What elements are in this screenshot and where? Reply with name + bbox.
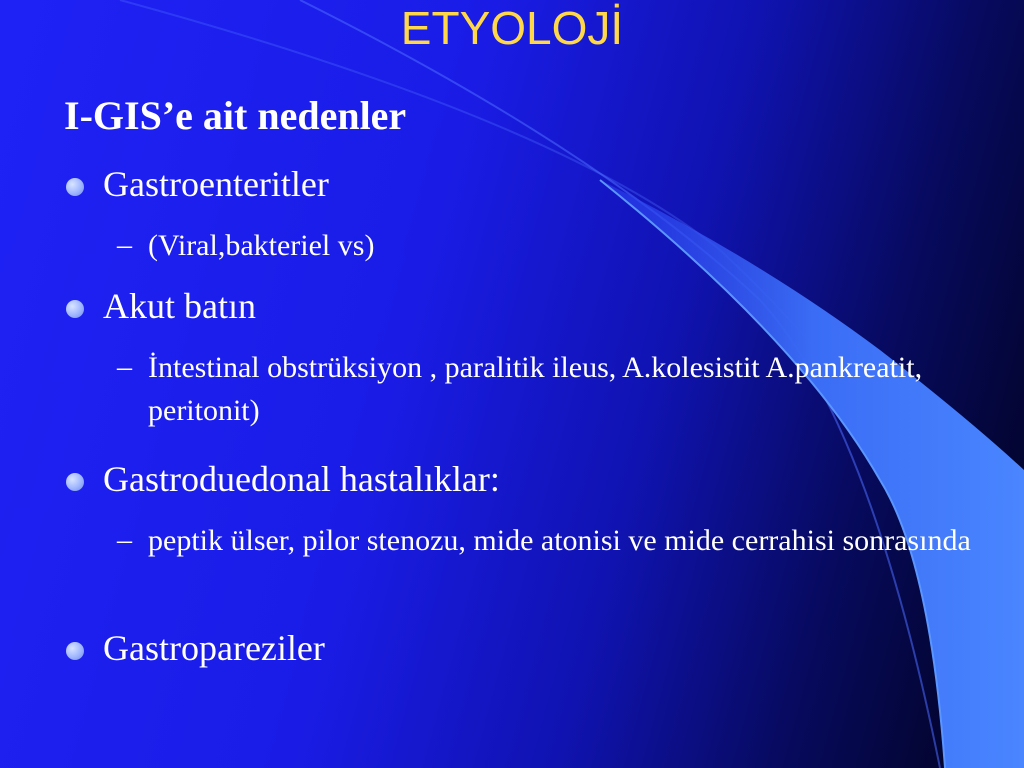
dash-icon: – xyxy=(117,523,132,556)
dash-icon: – xyxy=(117,350,132,383)
bullet-icon xyxy=(66,178,84,196)
list-item-gastropareziler: Gastropareziler xyxy=(103,628,325,668)
bullet-icon xyxy=(66,300,84,318)
sub-item-intestinal: İntestinal obstrüksiyon , paralitik ileus, A.kolesistit A.pankreatit, peritonit) xyxy=(148,351,923,427)
slide-title: ETYOLOJİ xyxy=(400,2,624,54)
dash-icon: – xyxy=(117,228,132,261)
bullet-icon xyxy=(66,642,84,660)
bullet-icon xyxy=(66,473,84,491)
sub-item-peptik: peptik ülser, pilor stenozu, mide atonisi ve mide cerrahisi sonrasında xyxy=(148,524,971,557)
list-item-gastroduedonal: Gastroduedonal hastalıklar: xyxy=(103,459,500,499)
list-item-akut-batin: Akut batın xyxy=(103,286,256,326)
sub-item-viral: (Viral,bakteriel vs) xyxy=(148,229,375,262)
section-heading: I-GIS’e ait nedenler xyxy=(64,93,407,138)
list-item-gastroenteritler: Gastroenteritler xyxy=(103,164,329,204)
